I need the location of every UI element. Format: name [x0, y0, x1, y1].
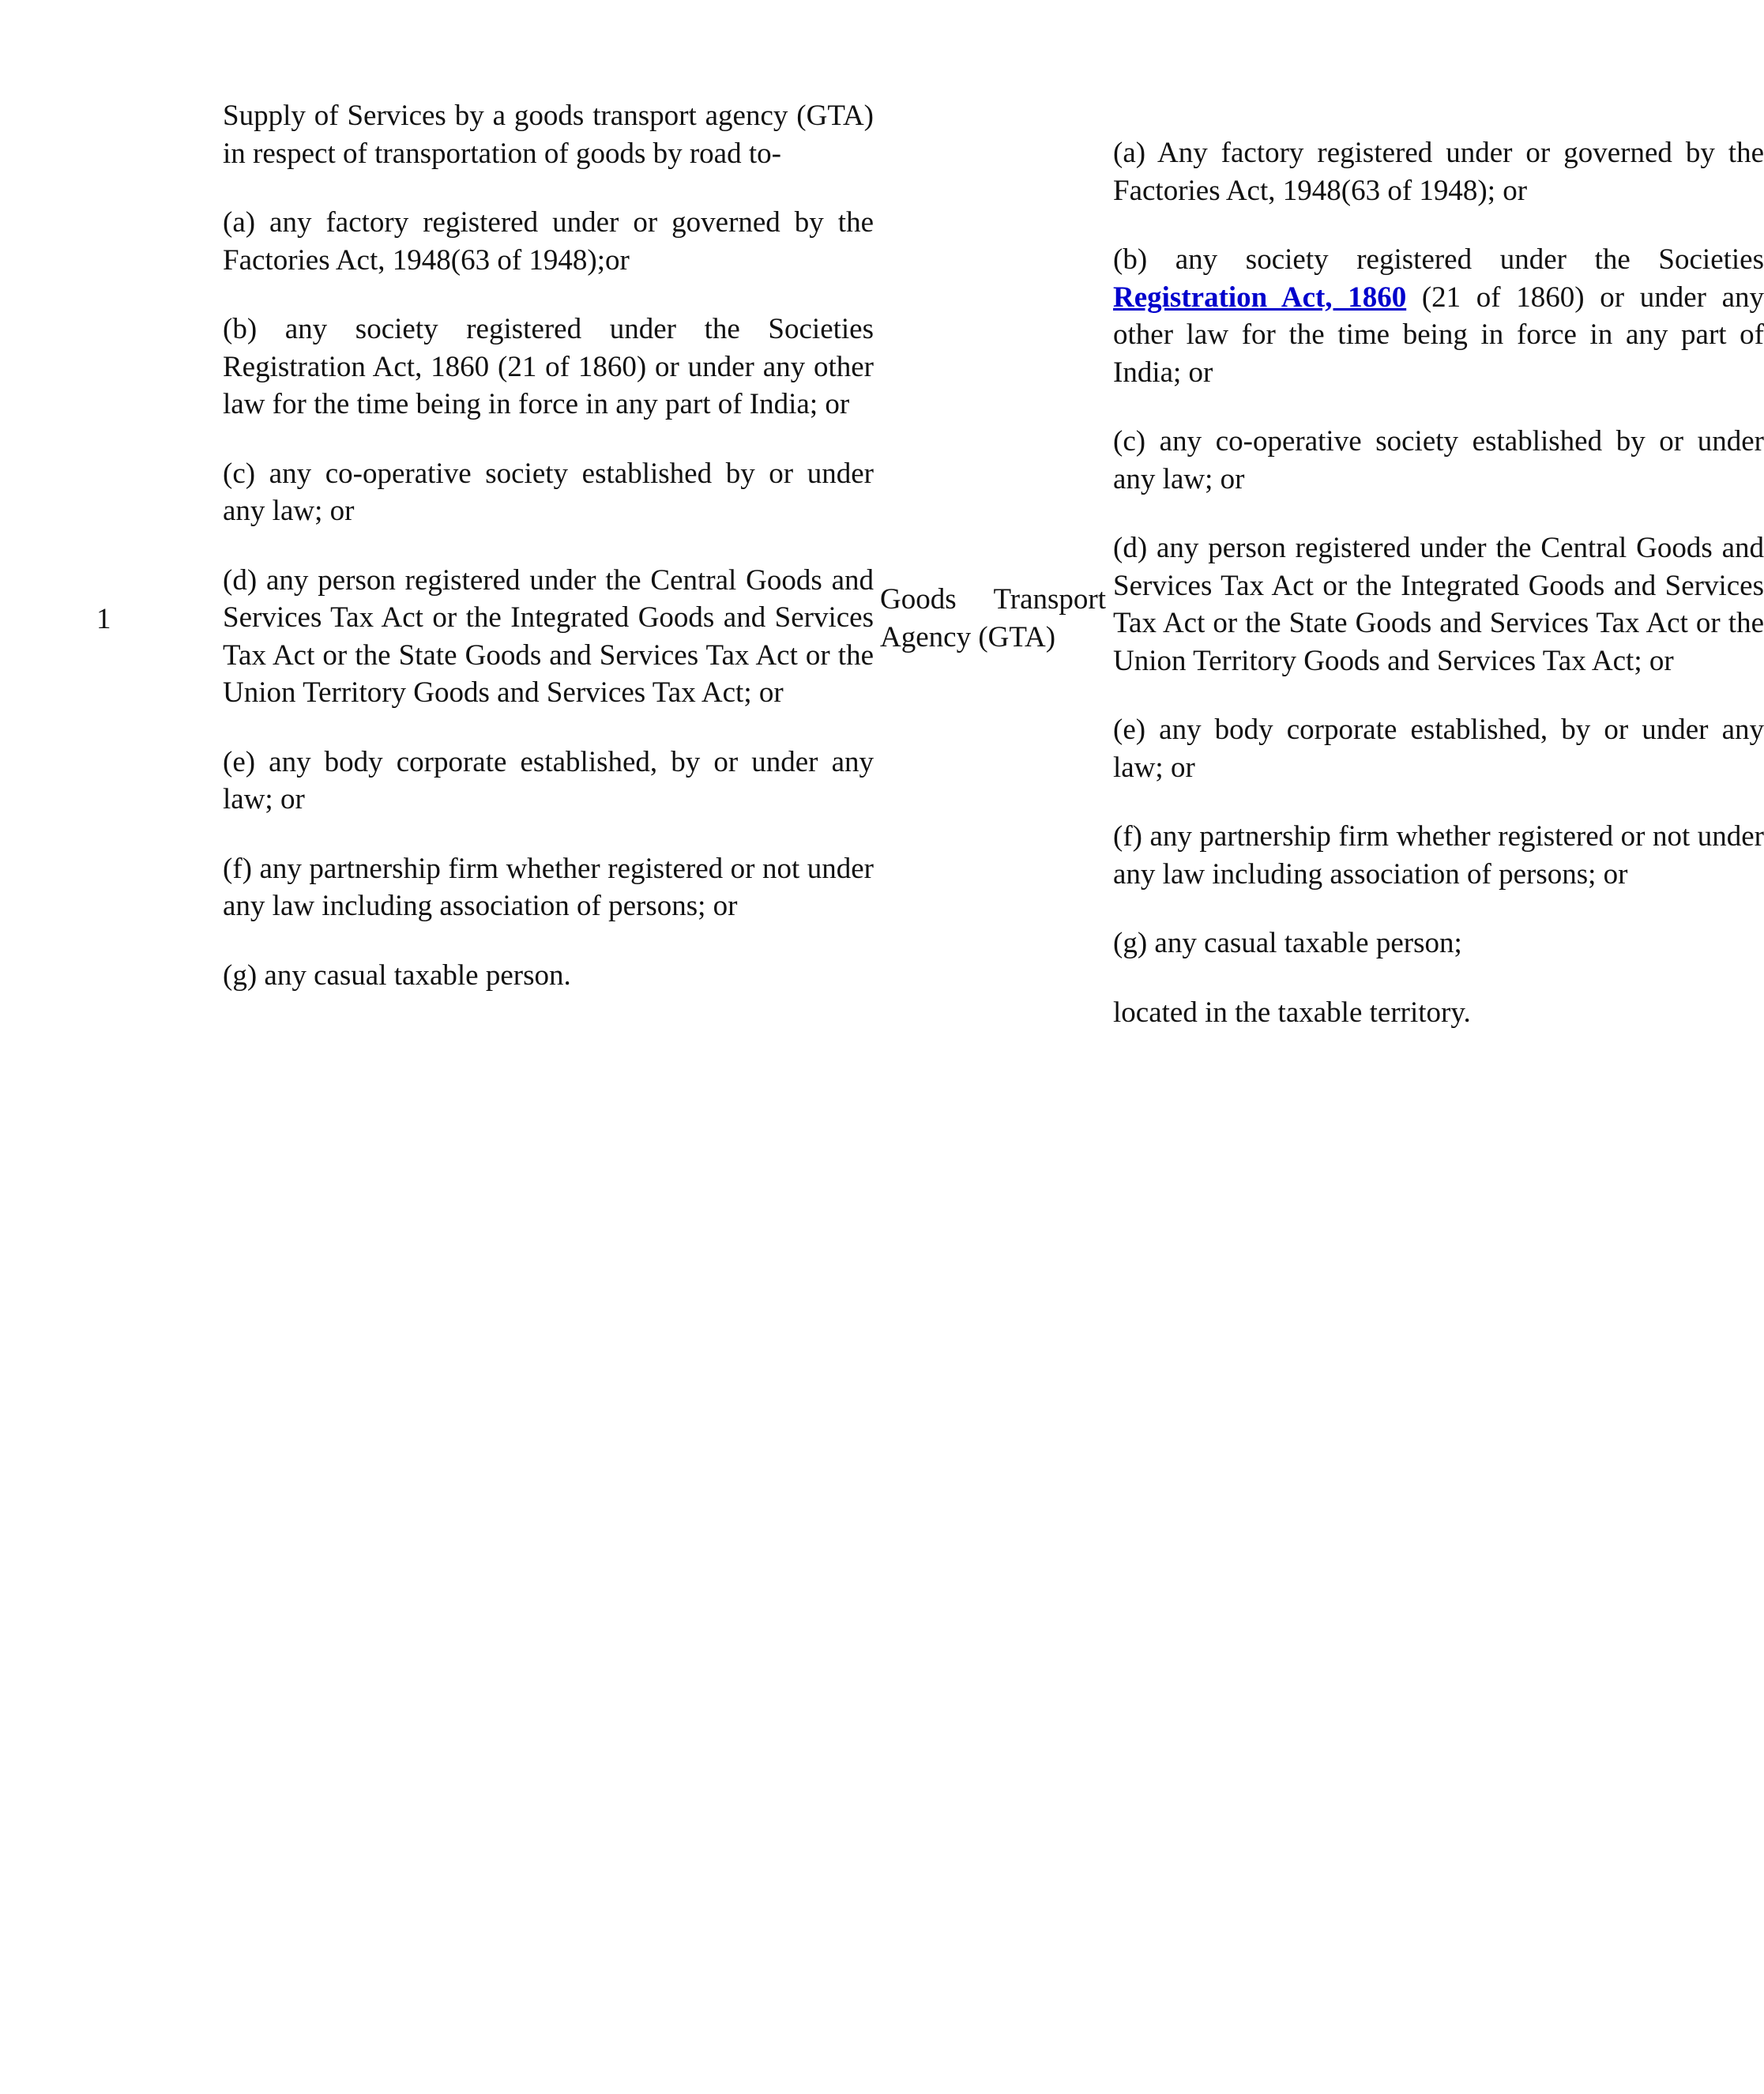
recipient-item-c: (c) any co-operative society established by or under any law; or [1113, 425, 1764, 495]
recipient-item-d: (d) any person registered under the Central Goods and Services Tax Act or the Integrated Goods and Services Tax Act or the State Goods and Services Tax Act or the Union Territory Goods and Services Tax Act; or [1113, 532, 1764, 677]
recipient-item-e: (e) any body corporate established, by or under any law; or [1113, 714, 1764, 784]
serial-number: 1 [96, 603, 111, 635]
recipient-closing: located in the taxable territory. [1113, 996, 1471, 1029]
recipient-item-a: (a) Any factory registered under or governed by the Factories Act, 1948(63 of 1948); or [1113, 137, 1764, 207]
recipient-item-b [1113, 241, 1764, 391]
supply-item-f: (f) any partnership firm whether registered or not under any law including association of persons; or [223, 852, 874, 922]
recipient-item-g: (g) any casual taxable person; [1113, 927, 1462, 959]
supply-item-d: (d) any person registered under the Central Goods and Services Tax Act or the Integrated Goods and Services Tax Act or the State Goods and Services Tax Act or the Union Territory Goods and Services Tax Act; or [223, 563, 874, 709]
recipient-item-f: (f) any partnership firm whether registered or not under any law including association of persons; or [1113, 820, 1764, 891]
supply-description-column [223, 97, 874, 1026]
supplier-of-service: Goods Transport Agency (GTA) [880, 583, 1106, 653]
supply-item-a: (a) any factory registered under or governed by the Factories Act, 1948(63 of 1948);or [223, 206, 874, 277]
supply-item-g: (g) any casual taxable person. [223, 958, 571, 992]
recipient-of-service-column [1113, 134, 1764, 1063]
supply-item-e: (e) any body corporate established, by or under any law; or [223, 745, 874, 815]
societies-registration-act-link[interactable]: Registration Act, 1860 [1113, 281, 1407, 314]
supply-item-c: (c) any co-operative society established by or under any law; or [223, 457, 874, 527]
supply-intro: Supply of Services by a goods transport agency (GTA) in respect of transportation of goods by road to- [223, 100, 874, 170]
supply-item-b: (b) any society registered under the Societies Registration Act, 1860 (21 of 1860) or under any other law for the time being in force in any part of India; or [223, 313, 874, 420]
recipient-item-b-prefix: (b) any society registered under the Societies [1113, 243, 1764, 276]
recipient-item-b-suffix: (21 of 1860) or under any other law for the time being in force in any part of India; or [1113, 281, 1764, 389]
